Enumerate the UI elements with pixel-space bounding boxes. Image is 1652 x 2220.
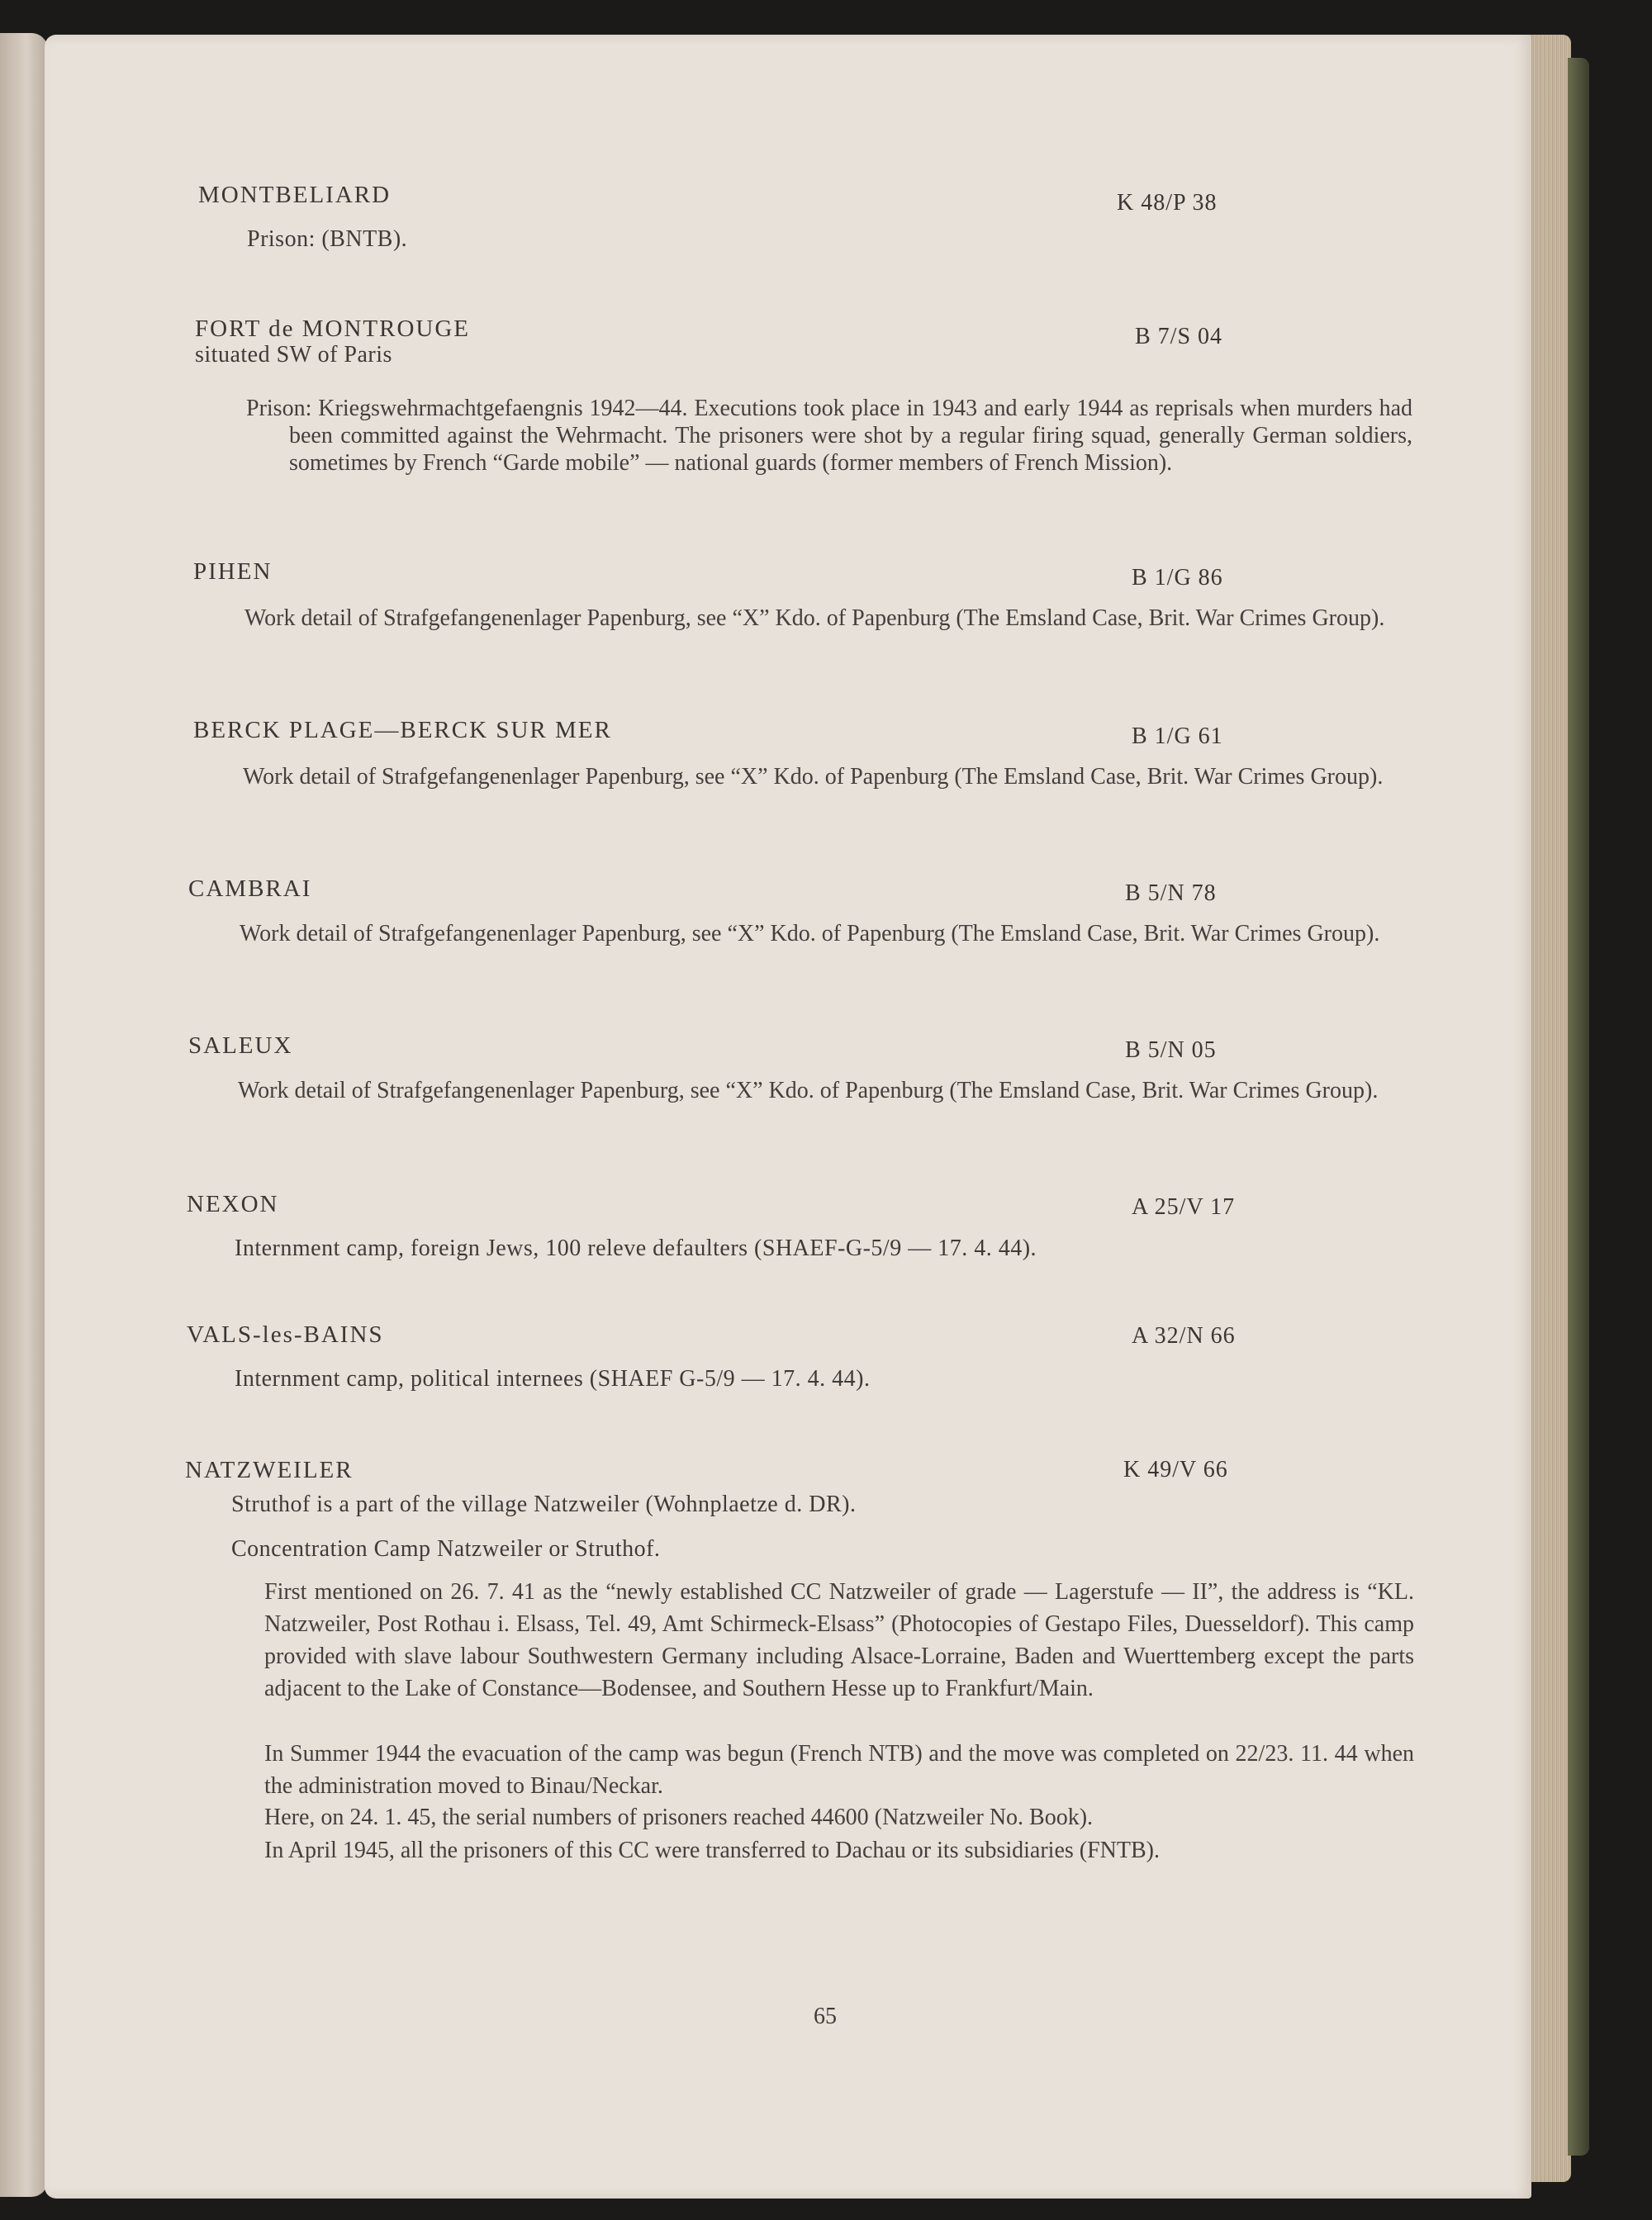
entry-text-vals: Internment camp, political internees (SHAEF G-5/9 — 17. 4. 44).: [235, 1366, 871, 1392]
entry-text-natzweiler-location: Struthof is a part of the village Natzweiler (Wohnplaetze d. DR).: [231, 1492, 857, 1517]
entry-title-pihen: PIHEN: [193, 558, 273, 585]
map-ref-nexon: A 25/V 17: [1132, 1194, 1236, 1220]
book-cover-edge: [1568, 58, 1589, 2156]
map-ref-montrouge: B 7/S 04: [1135, 324, 1223, 349]
entry-title-nexon: NEXON: [187, 1191, 279, 1217]
entry-text-berck: Work detail of Strafgefangenenlager Papenburg, see “X” Kdo. of Papenburg (The Emsland Case, Brit. War Crimes Group).: [243, 764, 1384, 790]
entry-text-montbeliard: Prison: (BNTB).: [247, 226, 408, 252]
entry-title-natzweiler: NATZWEILER: [185, 1457, 354, 1483]
map-ref-pihen: B 1/G 86: [1132, 565, 1223, 591]
entry-title-vals: VALS-les-BAINS: [187, 1321, 384, 1348]
entry-title-berck: BERCK PLAGE—BERCK SUR MER: [193, 717, 612, 743]
entry-text-natzweiler-transfer: In April 1945, all the prisoners of this CC were transferred to Dachau or its subsidiaries (FNTB).: [264, 1838, 1161, 1863]
entry-text-montrouge: Prison: Kriegswehrmachtgefaengnis 1942—44. Executions took place in 1943 and early 1944 as reprisals when murders had been committed against the Wehrmacht. The prisoners were shot by a regular firing squad, generally German soldiers, sometimes by French “Garde mobile” — national guards (former members of French Mission).: [246, 396, 1412, 476]
entry-text-nexon: Internment camp, foreign Jews, 100 releve defaulters (SHAEF-G-5/9 — 17. 4. 44).: [235, 1236, 1037, 1261]
entry-text-natzweiler-history: First mentioned on 26. 7. 41 as the “newly established CC Natzweiler of grade — Lagerstufe — II”, the address is “KL. Natzweiler, Post Rothau i. Elsass, Tel. 49, Amt Schirmeck-Elsass” (Photocopies of Gestapo Files, Duesseldorf). This camp provided with slave labour Southwestern Germany including Alsace-Lorraine, Baden and Wuerttemberg except the parts adjacent to the Lake of Constance—Bodensee, and Southern Hesse up to Frankfurt/Main.: [264, 1579, 1414, 1701]
entry-text-saleux: Work detail of Strafgefangenenlager Papenburg, see “X” Kdo. of Papenburg (The Emsland Case, Brit. War Crimes Group).: [238, 1078, 1379, 1103]
map-ref-cambrai: B 5/N 78: [1125, 880, 1217, 906]
entry-text-natzweiler-evacuation: In Summer 1944 the evacuation of the camp was begun (French NTB) and the move was completed on 22/23. 11. 44 when the administration moved to Binau/Neckar.: [264, 1741, 1414, 1799]
entry-title-montbeliard: MONTBELIARD: [198, 182, 392, 208]
page-number: 65: [814, 2004, 837, 2029]
map-ref-berck: B 1/G 61: [1132, 723, 1223, 749]
map-ref-saleux: B 5/N 05: [1125, 1037, 1217, 1063]
map-ref-natzweiler: K 49/V 66: [1123, 1457, 1228, 1482]
entry-title-saleux: SALEUX: [188, 1032, 293, 1059]
entry-text-pihen: Work detail of Strafgefangenenlager Papenburg, see “X” Kdo. of Papenburg (The Emsland Case, Brit. War Crimes Group).: [244, 605, 1385, 631]
entry-text-natzweiler-name: Concentration Camp Natzweiler or Struthof.: [231, 1536, 661, 1562]
map-ref-montbeliard: K 48/P 38: [1117, 190, 1218, 216]
entry-text-natzweiler-numbers: Here, on 24. 1. 45, the serial numbers of prisoners reached 44600 (Natzweiler No. Book).: [264, 1805, 1094, 1830]
entry-title-montrouge: FORT de MONTROUGE: [195, 315, 471, 342]
entry-subtitle-montrouge: situated SW of Paris: [195, 342, 392, 368]
entry-text-cambrai: Work detail of Strafgefangenenlager Papenburg, see “X” Kdo. of Papenburg (The Emsland Case, Brit. War Crimes Group).: [240, 921, 1380, 946]
book-page: [45, 35, 1531, 2199]
map-ref-vals: A 32/N 66: [1132, 1323, 1236, 1349]
facing-page-edge: [0, 33, 48, 2197]
entry-title-cambrai: CAMBRAI: [188, 875, 312, 902]
